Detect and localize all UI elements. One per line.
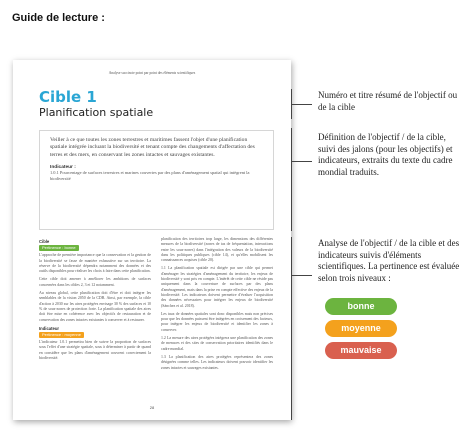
page-number: 28 bbox=[149, 405, 155, 410]
relevance-pill-good: Pertinence : bonne bbox=[39, 245, 79, 251]
paragraph: planification des territoires trop large, les dimensions des différentes mesures de la biodiversité (zones de tas de fréquentation, interactions entre les sous-zones) dans l'intégration des valeurs de la biodiversité dans les politiques publiques (cible 14), et qu'elles mobilisent les connaissances acquises (cible 20). bbox=[161, 237, 273, 263]
annotation-analysis: Analyse de l'objectif / de la cible et des indicateurs suivis d'éléments scientifiques. La pertinence est évaluée selon trois niveaux : bbox=[318, 238, 460, 283]
paragraph: 1.1 La planification spatiale est dirigée par une cible qui permet d'aménager les stratégies d'aménagement du territoire, les enjeux de biodiversité y sont pris en compte. L'intérêt de cette cible ne réside pas uniquement dans la couverture de surfaces par des plans d'aménagement, mais dans la prise en compte effective des enjeux de la biodiversité. Les indicateurs doivent permettre d'évaluer l'acquisition des données nécessaires pour intégrer les enjeux de biodiversité (Sánchez et al. 2018). bbox=[161, 266, 273, 308]
objective-box bbox=[39, 130, 274, 230]
annotation-objective: Définition de l'objectif / de la cible, suivi des jalons (pour les objectifs) et indicateurs, extraits du texte du cadre mondial traduits. bbox=[318, 132, 453, 177]
bracket-line bbox=[291, 128, 292, 231]
paragraph: 1.2 La mesure des aires protégées intégrera une planification des zones de menaces et des sites de conservation prioritaires identifiés dans le cadre mondial. bbox=[161, 336, 273, 351]
paragraph: Cette cible doit amener à améliorer les ambitions de surfaces concernées dans les cibles 2, 3 et 12 notamment. bbox=[39, 277, 151, 287]
document-page bbox=[13, 60, 291, 420]
paragraph: Au niveau global, cette planification doit d'être et doit intégrer les semblables de la vision 2050 de la CDB. Ainsi, par exemple, la cible d'action à 2030 sur les aires protégées envisage 30 % des surfaces et 10 % de sous-zones de protection forte. La planification spatiale des aires doit être mise en cohérence avec les objectifs de restauration et de conservation des zones intactes existantes à conserver et à restaurer. bbox=[39, 291, 151, 322]
running-head: Analyse succincte point par point des éléments scientifiques bbox=[108, 71, 196, 75]
indicator-text: 1.0.1 Pourcentage de surfaces terrestres et marines couvertes par des plans d'aménagement spatial qui intègrent la biodiversité bbox=[50, 170, 250, 181]
cible-title: Cible 1 bbox=[39, 88, 97, 106]
annotation-title: Numéro et titre résumé de l'objectif ou de la cible bbox=[318, 90, 458, 112]
left-column bbox=[39, 237, 151, 364]
bracket-line bbox=[291, 275, 312, 276]
objective-text: Veiller à ce que toutes les zones terrestres et maritimes fassent l'objet d'une planification spatiale intégrée incluant la biodiversité et tenant compte des changements d'affectation des terres et des mers, en conservant les zones intactes et sauvages existantes. bbox=[50, 137, 255, 158]
bracket-line bbox=[291, 104, 312, 105]
bracket-line bbox=[291, 161, 312, 162]
indicator-heading: Indicateur : bbox=[50, 165, 76, 171]
level-badge-bad: mauvaise bbox=[325, 342, 397, 359]
right-column bbox=[161, 237, 273, 374]
cible-subtitle: Planification spatiale bbox=[39, 106, 154, 119]
paragraph: L'indicateur 1.0.1 permettra bien de suivre la proportion de surfaces sous l'effet d'une stratégie spatiale, sous à déterminer à partir de quand en considère que les plans d'aménagement couvrent correctement la biodiversité. bbox=[39, 340, 151, 361]
level-badge-good: bonne bbox=[325, 298, 397, 315]
paragraph: 1.3 La planification des aires protégées représentera des zones désignées comme telles. Les indicateurs doivent pouvoir identifier les zones intactes et sauvages existantes. bbox=[161, 354, 273, 370]
guide-title: Guide de lecture : bbox=[12, 12, 105, 24]
paragraph: L'approche de première importance que la conservation et la gestion de la biodiversité se fasse de manière exhaustive sur un territoire. La réserve de la biodiversité dépendra notamment des données et des outils disponibles pour réaliser les choix à faire dans cette planification. bbox=[39, 253, 151, 274]
bracket-line bbox=[291, 237, 292, 420]
section-heading-indicateur: Indicateur bbox=[39, 325, 60, 331]
section-heading-cible: Cible bbox=[39, 239, 50, 244]
level-badge-medium: moyenne bbox=[325, 320, 397, 337]
relevance-pill-medium: Pertinence : moyenne bbox=[39, 332, 84, 338]
paragraph: Les taux de données spatiales sont donc disponibles mais non précises pour que les données puissent être intégrées en croisement des facteurs, pour intégrer les enjeux de biodiversité et identifier les zones à conserver. bbox=[161, 311, 273, 332]
